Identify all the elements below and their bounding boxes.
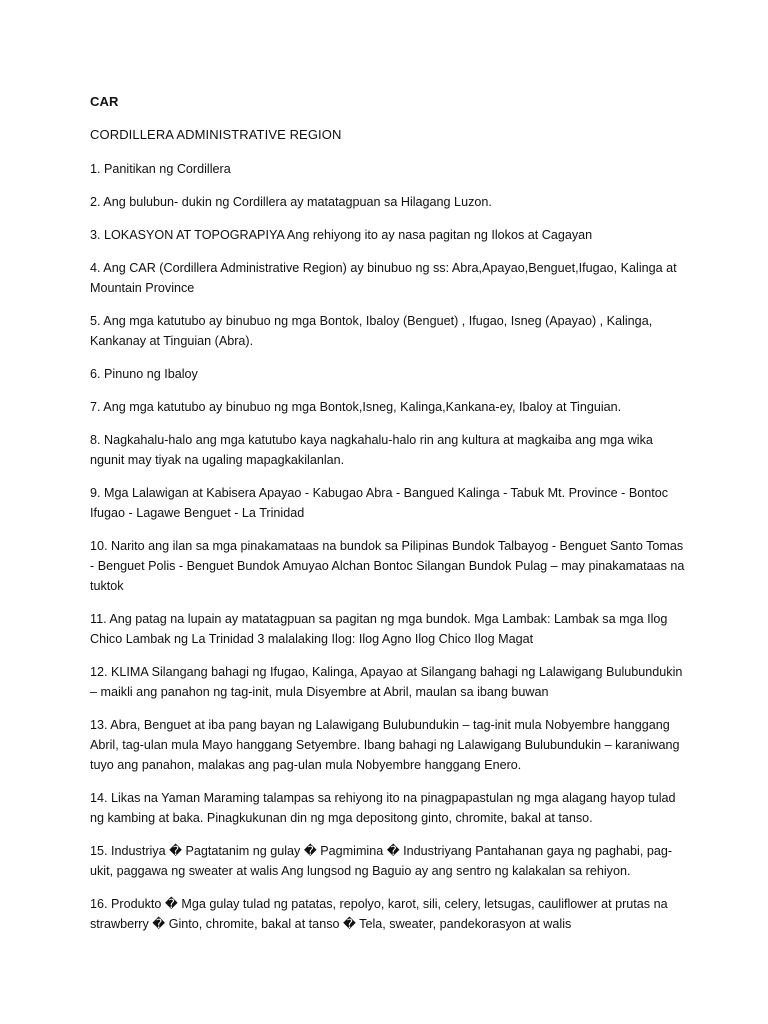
document-page <box>90 93 690 947</box>
list-item-8: 8. Nagkahalu-halo ang mga katutubo kaya nagkahalu-halo rin ang kultura at magkaiba ang mga wika ngunit may tiyak na ugaling mapagkakilanlan. <box>90 433 653 467</box>
list-item-13: 13. Abra, Benguet at iba pang bayan ng Lalawigang Bulubundukin – tag-init mula Nobyembre hanggang Abril, tag-ulan mula Mayo hanggang Setyembre. Ibang bahagi ng Lalawigang Bulubundukin – karaniwang tuyo ang panahon, malakas ang pag-ulan mula Nobyembre hanggang Enero. <box>90 718 680 772</box>
list-item-2: 2. Ang bulubun- dukin ng Cordillera ay matatagpuan sa Hilagang Luzon. <box>90 195 492 209</box>
list-item-16: 16. Produkto � Mga gulay tulad ng patatas, repolyo, karot, sili, celery, letsugas, cauliflower at prutas na strawberry � Ginto, chromite, bakal at tanso � Tela, sweater, pandekorasyon at walis <box>90 897 668 931</box>
list-item-7: 7. Ang mga katutubo ay binubuo ng mga Bontok,Isneg, Kalinga,Kankana-ey, Ibaloy at Tinguian. <box>90 400 622 414</box>
list-item-12: 12. KLIMA Silangang bahagi ng Ifugao, Kalinga, Apayao at Silangang bahagi ng Lalawigang Bulubundukin – maikli ang panahon ng tag-init, mula Disyembre at Abril, maulan sa ibang buwan <box>90 665 683 699</box>
list-item-15: 15. Industriya � Pagtatanim ng gulay � Pagmimina � Industriyang Pantahanan gaya ng paghabi, pag- ukit, paggawa ng sweater at walis Ang lungsod ng Baguio ay ang sentro ng kalakalan sa rehiyon. <box>90 844 673 878</box>
list-item-10: 10. Narito ang ilan sa mga pinakamataas na bundok sa Pilipinas Bundok Talbayog - Benguet Santo Tomas - Benguet Polis - Benguet Bundok Amuyao Alchan Bontoc Silangan Bundok Pulag – may pinakamataas na tuktok <box>90 539 685 593</box>
document-subtitle: CORDILLERA ADMINISTRATIVE REGION <box>90 127 342 142</box>
list-item-14: 14. Likas na Yaman Maraming talampas sa rehiyong ito na pinagpapastulan ng mga alagang hayop tulad ng kambing at baka. Pinagkukunan din ng mga depositong ginto, chromite, bakal at tanso. <box>90 791 676 825</box>
list-item-4: 4. Ang CAR (Cordillera Administrative Region) ay binubuo ng ss: Abra,Apayao,Benguet,Ifugao, Kalinga at Mountain Province <box>90 261 677 295</box>
document-title: CAR <box>90 94 119 109</box>
list-item-6: 6. Pinuno ng Ibaloy <box>90 367 198 381</box>
list-item-1: 1. Panitikan ng Cordillera <box>90 162 231 176</box>
list-item-9: 9. Mga Lalawigan at Kabisera Apayao - Kabugao Abra - Bangued Kalinga - Tabuk Mt. Province - Bontoc Ifugao - Lagawe Benguet - La Trinidad <box>90 486 669 520</box>
list-item-3: 3. LOKASYON AT TOPOGRAPIYA Ang rehiyong ito ay nasa pagitan ng Ilokos at Cagayan <box>90 228 593 242</box>
list-item-5: 5. Ang mga katutubo ay binubuo ng mga Bontok, Ibaloy (Benguet) , Ifugao, Isneg (Apayao) , Kalinga, Kankanay at Tinguian (Abra). <box>90 314 653 348</box>
list-item-11: 11. Ang patag na lupain ay matatagpuan sa pagitan ng mga bundok. Mga Lambak: Lambak sa mga Ilog Chico Lambak ng La Trinidad 3 malalaking Ilog: Ilog Agno Ilog Chico Ilog Magat <box>90 612 668 646</box>
